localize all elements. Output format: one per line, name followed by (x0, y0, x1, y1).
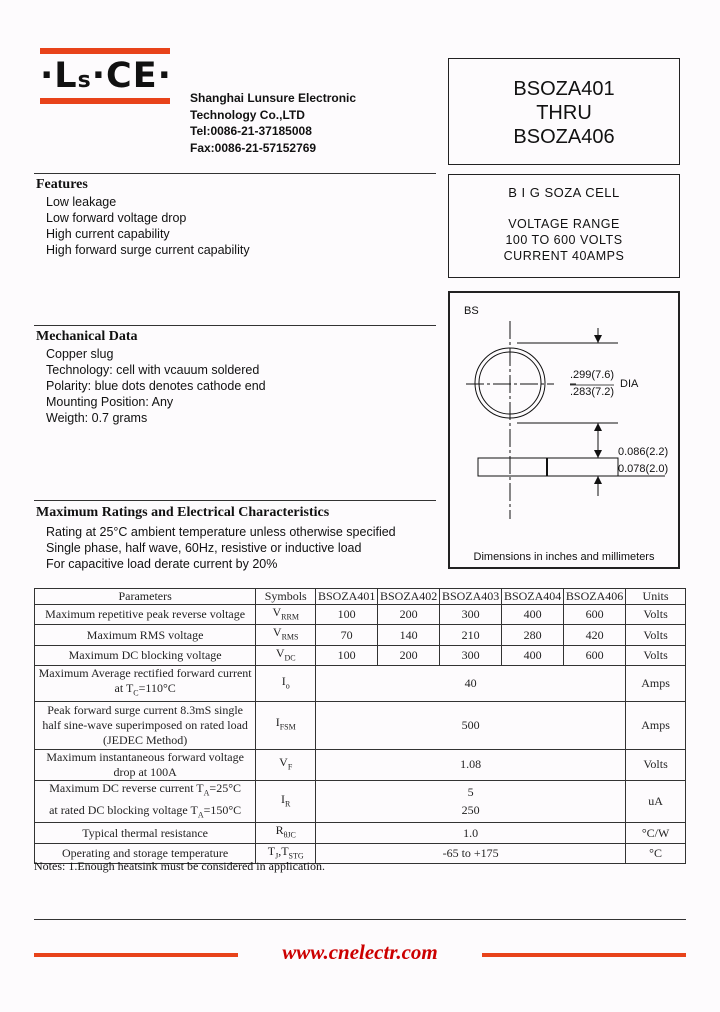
text: at rated DC blocking voltage T (49, 802, 198, 817)
mechanical-item: Mounting Position: Any (46, 395, 174, 409)
table-header-row (35, 589, 686, 605)
symbol-sub: STG (288, 851, 304, 861)
param-cell: Maximum DC blocking voltage (35, 645, 256, 665)
value-cell: 100 (316, 605, 378, 625)
symbol-sub: FSM (279, 722, 296, 732)
symbol-sub: DC (284, 653, 296, 663)
unit-cell: °C (626, 843, 686, 863)
value-cell: 210 (440, 625, 502, 645)
website-link[interactable]: www.cnelectr.com (282, 940, 438, 964)
value-cell: 400 (502, 645, 564, 665)
value-cell: -65 to +175 (316, 843, 626, 863)
param-line (36, 681, 254, 700)
features-heading: Features (36, 177, 88, 192)
unit-cell: Volts (626, 625, 686, 645)
ratings-list (46, 524, 396, 572)
part-thru: THRU (536, 102, 592, 124)
symbol-sub: θJC (283, 830, 296, 840)
summary-box (448, 174, 680, 278)
value-cell: 300 (440, 605, 502, 625)
table-row (35, 605, 686, 625)
symbol: V (272, 605, 282, 619)
notes: Notes: 1.Enough heatsink must be considered in application. (34, 859, 325, 873)
value-cell: 200 (378, 645, 440, 665)
param-cell (35, 780, 256, 823)
sub: C (133, 688, 139, 698)
unit-cell: °C/W (626, 823, 686, 843)
rating-note: Rating at 25°C ambient temperature unless otherwise specified (46, 525, 396, 539)
unit-cell: Amps (626, 666, 686, 701)
param-line (36, 781, 254, 800)
thickness-min: 0.078(2.0) (618, 463, 669, 475)
footer-bar-left (34, 953, 238, 957)
symbol: I (281, 791, 286, 806)
value-cell: 1.08 (316, 749, 626, 780)
symbol-cell (256, 823, 316, 843)
table-row (35, 701, 686, 749)
param-line: half sine-wave superimposed on rated load (42, 717, 248, 732)
symbol: I (275, 715, 280, 730)
mechanical-list (46, 346, 266, 426)
symbol: V (279, 754, 288, 769)
header-cell: Units (626, 589, 686, 605)
value-cell: 600 (564, 645, 626, 665)
value-cell: 600 (564, 605, 626, 625)
rating-note: For capacitive load derate current by 20% (46, 557, 278, 571)
diameter-label: DIA (620, 378, 639, 390)
text: Maximum DC reverse current T (49, 780, 204, 795)
package-label: BS (464, 305, 479, 317)
value-cell: 200 (378, 605, 440, 625)
value-cell: 140 (378, 625, 440, 645)
thickness-max: 0.086(2.2) (618, 446, 669, 458)
header-cell: BSOZA402 (378, 589, 440, 605)
unit-cell: Volts (626, 749, 686, 780)
header-cell: Parameters (35, 589, 256, 605)
symbol-sub: RMS (281, 632, 299, 642)
rating-note: Single phase, half wave, 60Hz, resistive or inductive load (46, 541, 362, 555)
company-logo: ·Ls·CE· (40, 56, 172, 96)
param-cell: Operating and storage temperature (35, 843, 256, 863)
value-cell: 1.0 (316, 823, 626, 843)
symbol-cell (256, 605, 316, 625)
symbol-cell (256, 666, 316, 701)
sub: A (197, 810, 204, 820)
logo-bar-bottom (40, 98, 170, 104)
voltage-range: 100 TO 600 VOLTS (505, 233, 623, 247)
value-150c: 250 (461, 802, 480, 817)
value-cell: 70 (316, 625, 378, 645)
unit-cell: Amps (626, 701, 686, 749)
table-row (35, 666, 686, 701)
divider (34, 325, 436, 326)
param-line: Maximum instantaneous forward voltage (46, 749, 244, 764)
logo-bar-top (40, 48, 170, 54)
voltage-range-label: VOLTAGE RANGE (508, 217, 620, 231)
symbol-sub: F (287, 762, 293, 772)
param-cell (35, 666, 256, 701)
value-cell (316, 780, 626, 823)
header-cell: BSOZA403 (440, 589, 502, 605)
symbol-sub: RRM (281, 612, 299, 622)
mechanical-item: Polarity: blue dots denotes cathode end (46, 379, 266, 393)
value-cell: 100 (316, 645, 378, 665)
symbol: V (275, 645, 285, 660)
value-25c: 5 (467, 784, 474, 799)
symbol-cell (256, 749, 316, 780)
symbol-cell (256, 780, 316, 823)
value-cell: 420 (564, 625, 626, 645)
footer-bar-right (482, 953, 686, 957)
table-row (35, 823, 686, 843)
features-list (46, 194, 250, 258)
mechanical-item: Technology: cell with vcauum soldered (46, 363, 260, 377)
dimension-caption: Dimensions in inches and millimeters (473, 551, 655, 563)
value-cell: 500 (316, 701, 626, 749)
company-name: Shanghai Lunsure Electronic (190, 91, 357, 105)
divider (34, 173, 436, 174)
ratings-heading: Maximum Ratings and Electrical Characteristics (36, 505, 330, 520)
param-cell (35, 749, 256, 780)
ratings-table (34, 588, 686, 864)
param-line (36, 803, 254, 822)
mechanical-item: Copper slug (46, 347, 114, 361)
company-fax: Fax:0086-21-57152769 (190, 140, 317, 155)
feature-item: High current capability (46, 227, 170, 241)
symbol: R (275, 823, 284, 838)
param-line: drop at 100A (113, 764, 177, 779)
text: =25°C (209, 780, 241, 795)
param-cell: Maximum repetitive peak reverse voltage (35, 605, 256, 625)
feature-item: High forward surge current capability (46, 243, 250, 257)
table-row (35, 625, 686, 645)
param-cell: Typical thermal resistance (35, 823, 256, 843)
sub: A (203, 787, 210, 797)
unit-cell: uA (626, 780, 686, 823)
company-name-2: Technology Co.,LTD (190, 107, 305, 122)
part-first: BSOZA401 (513, 78, 615, 100)
param-line: Peak forward surge current 8.3mS single (47, 702, 243, 717)
mechanical-heading: Mechanical Data (36, 329, 138, 344)
text: at T (114, 681, 134, 696)
feature-item: Low leakage (46, 195, 117, 209)
current-rating: CURRENT 40AMPS (503, 249, 625, 263)
symbol: T (267, 843, 276, 858)
header-cell: BSOZA401 (316, 589, 378, 605)
divider (34, 500, 436, 501)
param-line: Maximum Average rectified forward current (38, 666, 252, 681)
company-info (190, 90, 356, 156)
table-row (35, 645, 686, 665)
symbol-sub: J (275, 851, 279, 861)
diameter-min: .283(7.2) (570, 386, 615, 398)
dimension-diagram (448, 291, 680, 569)
symbol-cell (256, 625, 316, 645)
value-cell: 280 (502, 625, 564, 645)
symbol-cell (256, 701, 316, 749)
header-cell: Symbols (256, 589, 316, 605)
value-cell: 300 (440, 645, 502, 665)
table-row (35, 780, 686, 823)
part-last: BSOZA406 (513, 126, 615, 148)
text: =150°C (203, 802, 242, 817)
header-cell: BSOZA406 (564, 589, 626, 605)
param-line: (JEDEC Method) (102, 732, 188, 747)
param-cell: Maximum RMS voltage (35, 625, 256, 645)
unit-cell: Volts (626, 605, 686, 625)
diameter-max: .299(7.6) (570, 369, 615, 381)
footer-divider (34, 919, 686, 920)
summary-title: B I G SOZA CELL (508, 185, 620, 200)
symbol: V (272, 625, 282, 640)
symbol-sub: o (285, 681, 290, 691)
symbol: ,T (278, 843, 289, 858)
unit-cell: Volts (626, 645, 686, 665)
symbol-cell (256, 645, 316, 665)
table-row (35, 749, 686, 780)
symbol-sub: R (285, 799, 291, 809)
value-cell: 400 (502, 605, 564, 625)
header-cell: BSOZA404 (502, 589, 564, 605)
part-number-box (448, 58, 680, 165)
mechanical-item: Weigth: 0.7 grams (46, 411, 148, 425)
value-cell: 40 (316, 666, 626, 701)
symbol: I (281, 673, 286, 688)
feature-item: Low forward voltage drop (46, 211, 187, 225)
company-tel: Tel:0086-21-37185008 (190, 124, 312, 138)
text: =110°C (138, 681, 176, 696)
param-cell (35, 701, 256, 749)
package-outline-drawing (450, 293, 678, 567)
